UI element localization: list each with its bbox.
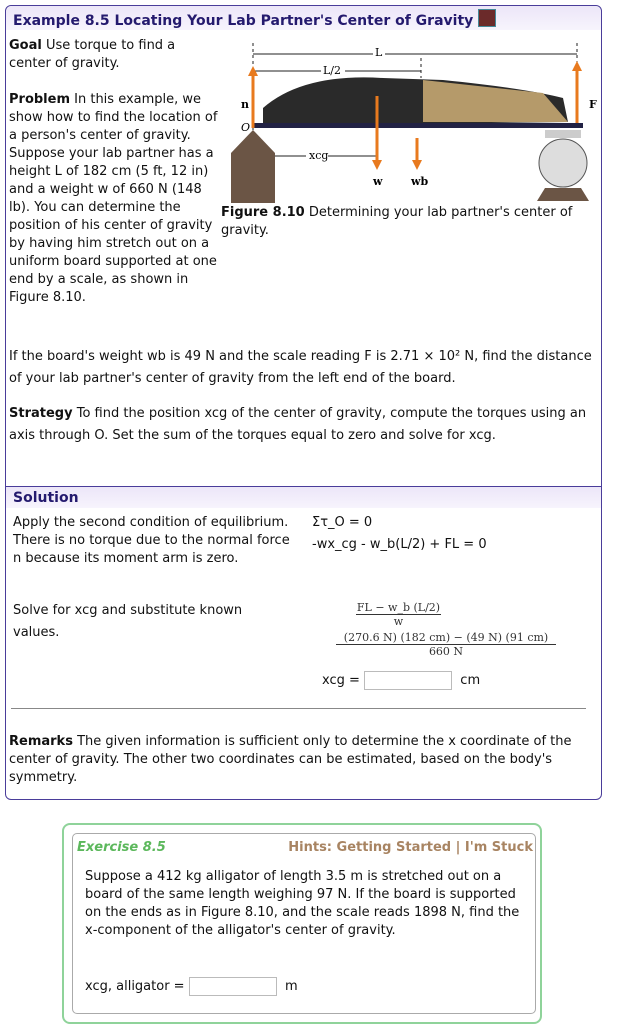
exercise-panel: [62, 823, 542, 1024]
alligator-xcg-input[interactable]: [189, 977, 277, 996]
answer-row: xcg = cm: [322, 673, 481, 688]
fraction-1: FL − w_b (L/2) w: [356, 601, 441, 628]
equation-torque-balance: -wx_cg - w_b(L/2) + FL = 0: [312, 537, 487, 552]
example-panel: [5, 5, 602, 800]
label-half-L: L/2: [323, 64, 342, 77]
figure-caption: Figure 8.10 Determining your lab partner's center of gravity.: [221, 205, 573, 238]
scale-icon: [539, 139, 587, 187]
label-w: w: [373, 175, 383, 188]
hint-im-stuck-link[interactable]: I'm Stuck: [464, 840, 533, 855]
remarks-text: Remarks The given information is sufficient only to determine the x coordinate of the center of gravity. The other two coordinates can be estimated, based on the body's symmetry.: [9, 734, 572, 785]
support-pivot: [231, 130, 275, 203]
problem-text: Problem In this example, we show how to find the location of a person's center of gravity. Suppose your lab partner has a height L of 182 cm (5 ft, 12 in) and a weight w of 660 N (148 lb). You can determine the position of his center of gravity by having him stretch out on a uniform board supported at one end by a scale, as shown in Figure 8.10.: [9, 92, 218, 305]
strategy-text: Strategy To find the position xcg of the center of gravity, compute the torques using an axis through O. Set the sum of the torques equal to zero and solve for xcg.: [9, 406, 587, 443]
label-L: L: [375, 46, 383, 59]
solution-step-1: Apply the second condition of equilibrium. There is no torque due to the normal force n because its moment arm is zero.: [13, 515, 290, 566]
equation-sum-torque: Στ_O = 0: [312, 515, 373, 530]
divider: [11, 708, 586, 709]
example-title: Example 8.5 Locating Your Lab Partner's Center of Gravity: [6, 6, 601, 30]
fraction-2: (270.6 N) (182 cm) − (49 N) (91 cm) 660 N: [336, 631, 556, 658]
figure-8-10: [223, 38, 598, 203]
exercise-text: Suppose a 412 kg alligator of length 3.5 m is stretched out on a board of the same length weighing 97 N. If the board is supported on the ends as in Figure 8.10, and the scale reads 1898 N, find the x-component of the alligator's center of gravity.: [85, 869, 520, 938]
goal-text: Goal Use torque to find a center of gravity.: [9, 38, 176, 71]
problem-continued: If the board's weight wb is 49 N and the scale reading F is 2.71 × 10² N, find the distance of your lab partner's center of gravity from the left end of the board.: [9, 349, 592, 386]
label-O: O: [241, 121, 251, 134]
solution-header: Solution: [6, 486, 601, 508]
hints: Hints: Getting Started | I'm Stuck: [288, 840, 533, 855]
label-n: n: [241, 98, 249, 111]
xcg-answer-input[interactable]: [364, 671, 452, 690]
hint-getting-started-link[interactable]: Getting Started: [336, 840, 452, 855]
label-F: F: [589, 98, 597, 111]
exercise-answer-row: xcg, alligator = m: [85, 979, 298, 994]
label-wb: wb: [411, 175, 429, 188]
dna-icon[interactable]: [478, 9, 496, 27]
exercise-title: Exercise 8.5: [77, 840, 166, 855]
label-xcg: xcg: [309, 149, 329, 162]
solution-step-2: Solve for xcg and substitute known values.: [13, 603, 243, 640]
